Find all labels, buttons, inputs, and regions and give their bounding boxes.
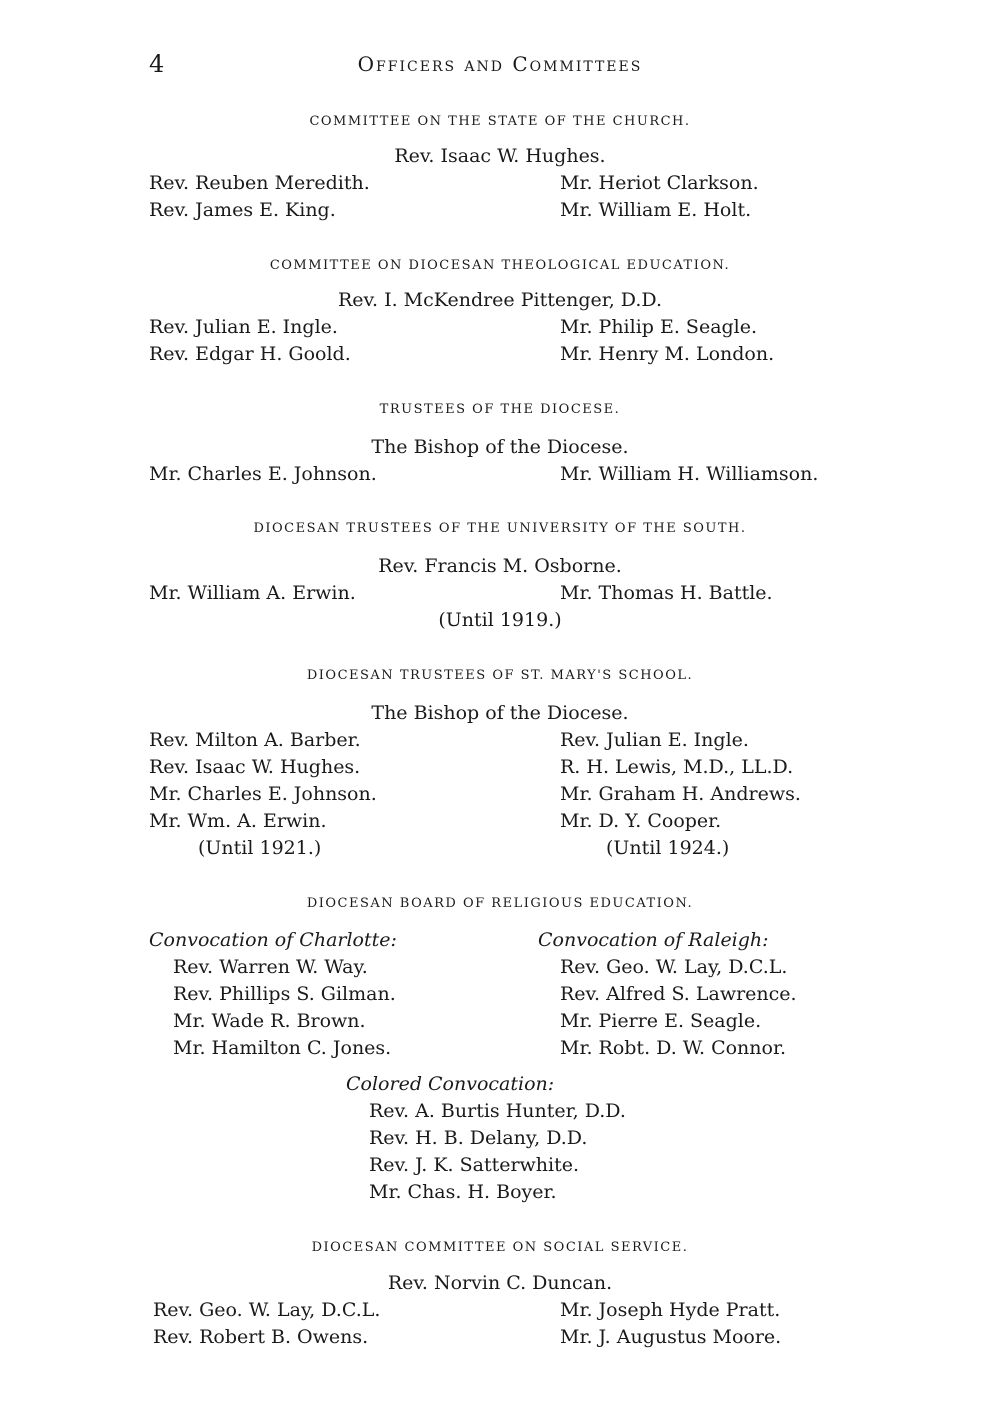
section-heading-st-marys: DIOCESAN TRUSTEES OF ST. MARY'S SCHOOL. [306,668,694,683]
convocation-label-charlotte: Convocation of Charlotte: [149,929,397,951]
running-title: Officers and Committees [357,52,643,76]
convocation-label-raleigh: Convocation of Raleigh: [538,929,769,951]
member-name: Rev. Warren W. Way. [173,956,368,978]
member-name: Rev. Julian E. Ingle. [560,729,749,751]
member-name: Mr. William H. Williamson. [560,463,819,485]
member-name: Mr. J. Augustus Moore. [560,1326,782,1348]
member-name: Mr. William E. Holt. [560,199,752,221]
member-name: Rev. A. Burtis Hunter, D.D. [369,1100,626,1122]
page-number: 4 [149,50,165,78]
member-name: Mr. William A. Erwin. [149,582,356,604]
member-name: Mr. Chas. H. Boyer. [369,1181,557,1203]
term-note: (Until 1919.) [438,609,562,631]
member-name: Mr. Heriot Clarkson. [560,172,759,194]
member-name: Rev. Edgar H. Goold. [149,343,351,365]
committee-chair: The Bishop of the Diocese. [371,436,629,458]
section-heading-theological-education: COMMITTEE ON DIOCESAN THEOLOGICAL EDUCATION. [269,258,731,273]
member-name: Mr. Hamilton C. Jones. [173,1037,392,1059]
member-name: Rev. Geo. W. Lay, D.C.L. [560,956,788,978]
member-name: Mr. Graham H. Andrews. [560,783,801,805]
convocation-label-colored: Colored Convocation: [346,1073,555,1095]
committee-chair: The Bishop of the Diocese. [371,702,629,724]
committee-chair: Rev. Norvin C. Duncan. [387,1272,613,1294]
member-name: Mr. Thomas H. Battle. [560,582,773,604]
member-name: Rev. Geo. W. Lay, D.C.L. [153,1299,381,1321]
section-heading-state-of-church: COMMITTEE ON THE STATE OF THE CHURCH. [309,114,691,129]
member-name: Rev. J. K. Satterwhite. [369,1154,580,1176]
section-heading-social-service: DIOCESAN COMMITTEE ON SOCIAL SERVICE. [311,1240,689,1255]
member-name: R. H. Lewis, M.D., LL.D. [560,756,794,778]
member-name: Mr. Charles E. Johnson. [149,463,377,485]
section-heading-university-south: DIOCESAN TRUSTEES OF THE UNIVERSITY OF THE SOUTH. [253,521,747,536]
committee-chair: Rev. Isaac W. Hughes. [394,145,606,167]
committee-chair: Rev. Francis M. Osborne. [378,555,622,577]
section-heading-trustees-diocese: TRUSTEES OF THE DIOCESE. [379,402,621,417]
member-name: Rev. Milton A. Barber. [149,729,361,751]
member-name: Mr. Philip E. Seagle. [560,316,758,338]
member-name: Mr. Wm. A. Erwin. [149,810,327,832]
committee-chair: Rev. I. McKendree Pittenger, D.D. [337,289,662,311]
term-note: (Until 1924.) [606,837,730,859]
member-name: Rev. Phillips S. Gilman. [173,983,396,1005]
member-name: Rev. Julian E. Ingle. [149,316,338,338]
member-name: Rev. James E. King. [149,199,336,221]
member-name: Mr. Henry M. London. [560,343,775,365]
member-name: Mr. Pierre E. Seagle. [560,1010,762,1032]
member-name: Mr. Wade R. Brown. [173,1010,366,1032]
member-name: Mr. Joseph Hyde Pratt. [560,1299,781,1321]
member-name: Mr. D. Y. Cooper. [560,810,722,832]
member-name: Rev. Reuben Meredith. [149,172,370,194]
member-name: Rev. Robert B. Owens. [153,1326,369,1348]
member-name: Rev. Isaac W. Hughes. [149,756,361,778]
term-note: (Until 1921.) [198,837,322,859]
member-name: Rev. Alfred S. Lawrence. [560,983,797,1005]
member-name: Rev. H. B. Delany, D.D. [369,1127,588,1149]
member-name: Mr. Robt. D. W. Connor. [560,1037,786,1059]
member-name: Mr. Charles E. Johnson. [149,783,377,805]
section-heading-religious-education: DIOCESAN BOARD OF RELIGIOUS EDUCATION. [306,896,694,911]
